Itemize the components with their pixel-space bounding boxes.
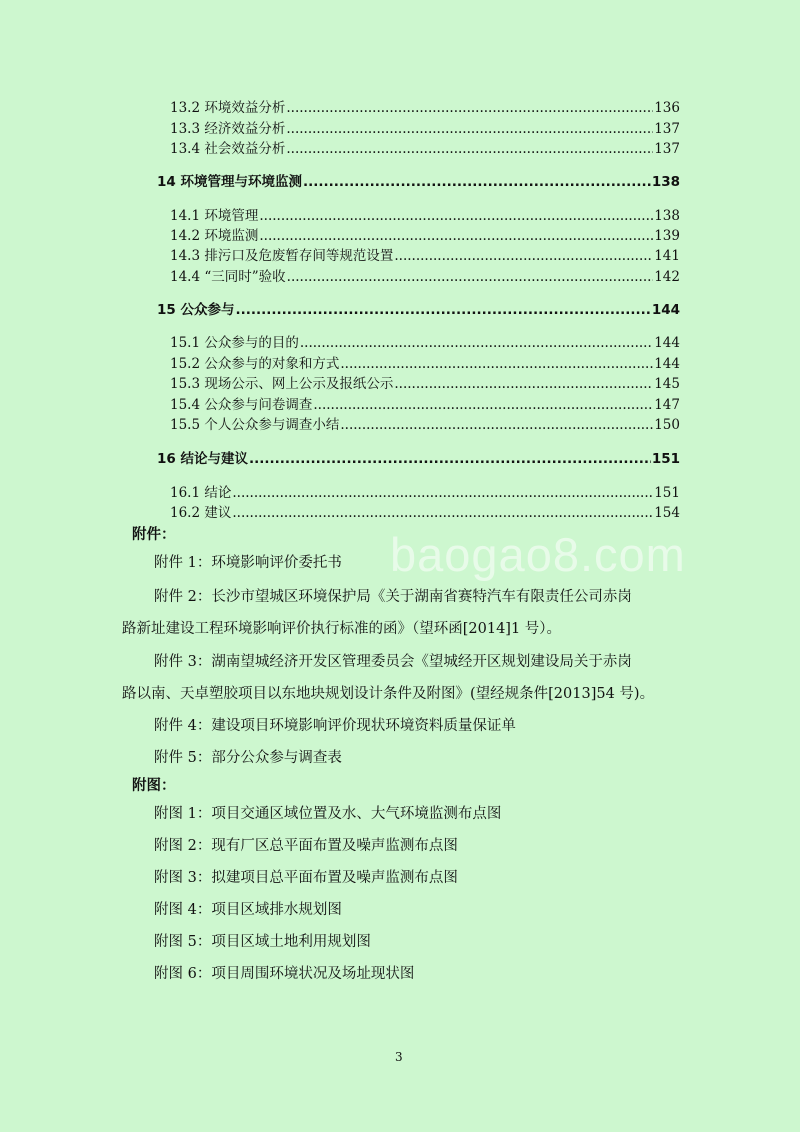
attachments-heading: 附件： — [132, 527, 176, 543]
attachment-1: 附件 1：环境影响评价委托书 — [154, 555, 342, 571]
attachment-2-line1: 附件 2：长沙市望城区环境保护局《关于湖南省赛特汽车有限责任公司赤岗 — [154, 589, 632, 605]
toc-entry-16-2[interactable]: 16.2 建议 ..... 154 — [170, 504, 680, 522]
attachment-4: 附件 4：建设项目环境影响评价现状环境资料质量保证单 — [154, 718, 516, 734]
toc-entry-14-3[interactable]: 14.3 排污口及危废暂存间等规范设置 ..... 141 — [170, 247, 680, 265]
toc-entry-15-2[interactable]: 15.2 公众参与的对象和方式 ..... 144 — [170, 355, 680, 373]
figure-4: 附图 4：项目区域排水规划图 — [154, 902, 342, 918]
page-number: 3 — [395, 1050, 403, 1064]
figure-3: 附图 3：拟建项目总平面布置及噪声监测布点图 — [154, 870, 458, 886]
figure-5: 附图 5：项目区域土地利用规划图 — [154, 934, 371, 950]
toc-entry-14-1[interactable]: 14.1 环境管理 ..... 138 — [170, 207, 680, 225]
toc-entry-15-3[interactable]: 15.3 现场公示、网上公示及报纸公示 ..... 145 — [170, 375, 680, 393]
toc-entry-13-2[interactable]: 13.2 环境效益分析 ..... 136 — [170, 99, 680, 117]
figures-heading: 附图： — [132, 778, 176, 794]
toc-chapter-15[interactable]: 15 公众参与 ..... 144 — [157, 301, 680, 319]
attachment-3-line2: 路以南、天卓塑胶项目以东地块规划设计条件及附图》(望经规条件[2013]54 号)。 — [122, 686, 655, 702]
figure-2: 附图 2：现有厂区总平面布置及噪声监测布点图 — [154, 838, 458, 854]
toc-entry-14-2[interactable]: 14.2 环境监测 ..... 139 — [170, 227, 680, 245]
attachment-5: 附件 5：部分公众参与调查表 — [154, 750, 342, 766]
attachment-2-line2: 路新址建设工程环境影响评价执行标准的函》（望环函[2014]1 号）。 — [122, 621, 562, 637]
attachment-3-line1: 附件 3：湖南望城经济开发区管理委员会《望城经开区规划建设局关于赤岗 — [154, 654, 632, 670]
watermark: baogao8.com — [390, 528, 686, 581]
toc-chapter-14[interactable]: 14 环境管理与环境监测 ..... 138 — [157, 173, 680, 191]
toc-entry-15-5[interactable]: 15.5 个人公众参与调查小结 ..... 150 — [170, 416, 680, 434]
toc-entry-15-1[interactable]: 15.1 公众参与的目的 ..... 144 — [170, 334, 680, 352]
figure-6: 附图 6：项目周围环境状况及场址现状图 — [154, 966, 415, 982]
toc-entry-13-4[interactable]: 13.4 社会效益分析 ..... 137 — [170, 140, 680, 158]
figure-1: 附图 1：项目交通区域位置及水、大气环境监测布点图 — [154, 806, 502, 822]
toc-entry-13-3[interactable]: 13.3 经济效益分析 ..... 137 — [170, 120, 680, 138]
toc-chapter-16[interactable]: 16 结论与建议 ..... 151 — [157, 450, 680, 468]
toc-entry-14-4[interactable]: 14.4 “三同时”验收 ..... 142 — [170, 268, 680, 286]
toc-entry-15-4[interactable]: 15.4 公众参与问卷调查 ..... 147 — [170, 396, 680, 414]
toc-entry-16-1[interactable]: 16.1 结论 ..... 151 — [170, 484, 680, 502]
